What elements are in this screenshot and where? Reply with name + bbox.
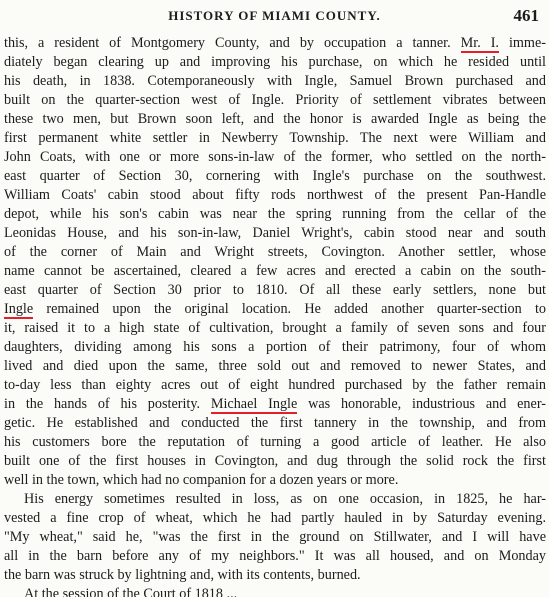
paragraph — [4, 34, 546, 490]
text-line: John Coats, with one or more sons-in-law of the former, who settled on the north- — [4, 149, 546, 165]
running-head: HISTORY OF MIAMI COUNTY. — [168, 8, 381, 23]
text-line: Leonidas House, and his son-in-law, Daniel Wright's, cabin stood near and south — [4, 225, 546, 241]
text-line: east quarter of Section 30 prior to 1810. Of all these early settlers, none but — [4, 282, 546, 298]
text-line: diately began clearing up and improving his purchase, on which he resided until — [4, 54, 546, 70]
text-line: Ingle remained upon the original location. He added another quarter-section to — [4, 301, 546, 317]
paragraph — [4, 585, 546, 597]
body-text — [4, 34, 546, 597]
text-line: the barn was struck by lightning and, with its contents, burned. — [4, 567, 361, 583]
text-line: first permanent white settler in Newberry Township. The next were William and — [4, 130, 546, 146]
text-line: it, raised it to a high state of cultivation, brought a family of seven sons and four — [4, 320, 546, 336]
text-line: At the session of the Court of 1818 ... — [24, 586, 238, 597]
text-line: name cannot be ascertained, cleared a few acres and erected a cabin on the south- — [4, 263, 546, 279]
page-header — [0, 6, 549, 28]
text-line: getic. He established and conducted the first tannery in the township, and from — [4, 415, 546, 431]
text-line: built one of the first houses in Covington, and dug through the solid rock the first — [4, 453, 546, 469]
text-line: William Coats' cabin stood about fifty rods northwest of the present Pan-Handle — [4, 187, 546, 203]
text-line: lived and died upon the same, three sold out and removed to newer States, and — [4, 358, 546, 374]
text-line: east quarter of Section 30, cornering with Ingle's purchase on the southwest. — [4, 168, 546, 184]
text-line: to-day less than eighty acres out of eight hundred purchased by the father remain — [4, 377, 546, 393]
paragraph — [4, 490, 546, 585]
text-line: of the corner of Main and Wright streets, Covington. Another settler, whose — [4, 244, 546, 260]
text-line: these two men, but Brown soon left, and the honor is awarded Ingle as being the — [4, 111, 546, 127]
text-line: "My wheat," said he, "was the first in the ground on Stillwater, and I will have — [4, 529, 546, 545]
underlined-name: Ingle — [4, 301, 34, 317]
text-line: His energy sometimes resulted in loss, as on one occasion, in 1825, he har- — [24, 491, 546, 507]
text-line: his customers bore the reputation of turning a good article of leather. He also — [4, 434, 546, 450]
text-line: well in the town, which had no companion for a dozen years or more. — [4, 472, 399, 488]
text-line: built on the quarter-section west of Ingle. Priority of settlement vibrates between — [4, 92, 546, 108]
text-line: in the hands of his posterity. Michael Ingle was honorable, industrious and ener- — [4, 396, 546, 412]
text-line: his death, in 1838. Cotemporaneously with Ingle, Samuel Brown purchased and — [4, 73, 546, 89]
text-line: depot, while his son's cabin was near the spring running from the cellar of the — [4, 206, 546, 222]
page-number: 461 — [513, 6, 539, 25]
text-line: all in the barn before any of my neighbors." It was all housed, and on Monday — [4, 548, 546, 564]
underlined-name: Michael Ingle — [210, 396, 298, 412]
underlined-name: Mr. I. — [460, 35, 499, 51]
text-line: vested a fine crop of wheat, which he had partly hauled in by Saturday evening. — [4, 510, 546, 526]
text-line: daughters, dividing among his sons a portion of their patrimony, four of whom — [4, 339, 546, 355]
text-line: this, a resident of Montgomery County, and by occupation a tanner. Mr. I. imme- — [4, 35, 546, 51]
